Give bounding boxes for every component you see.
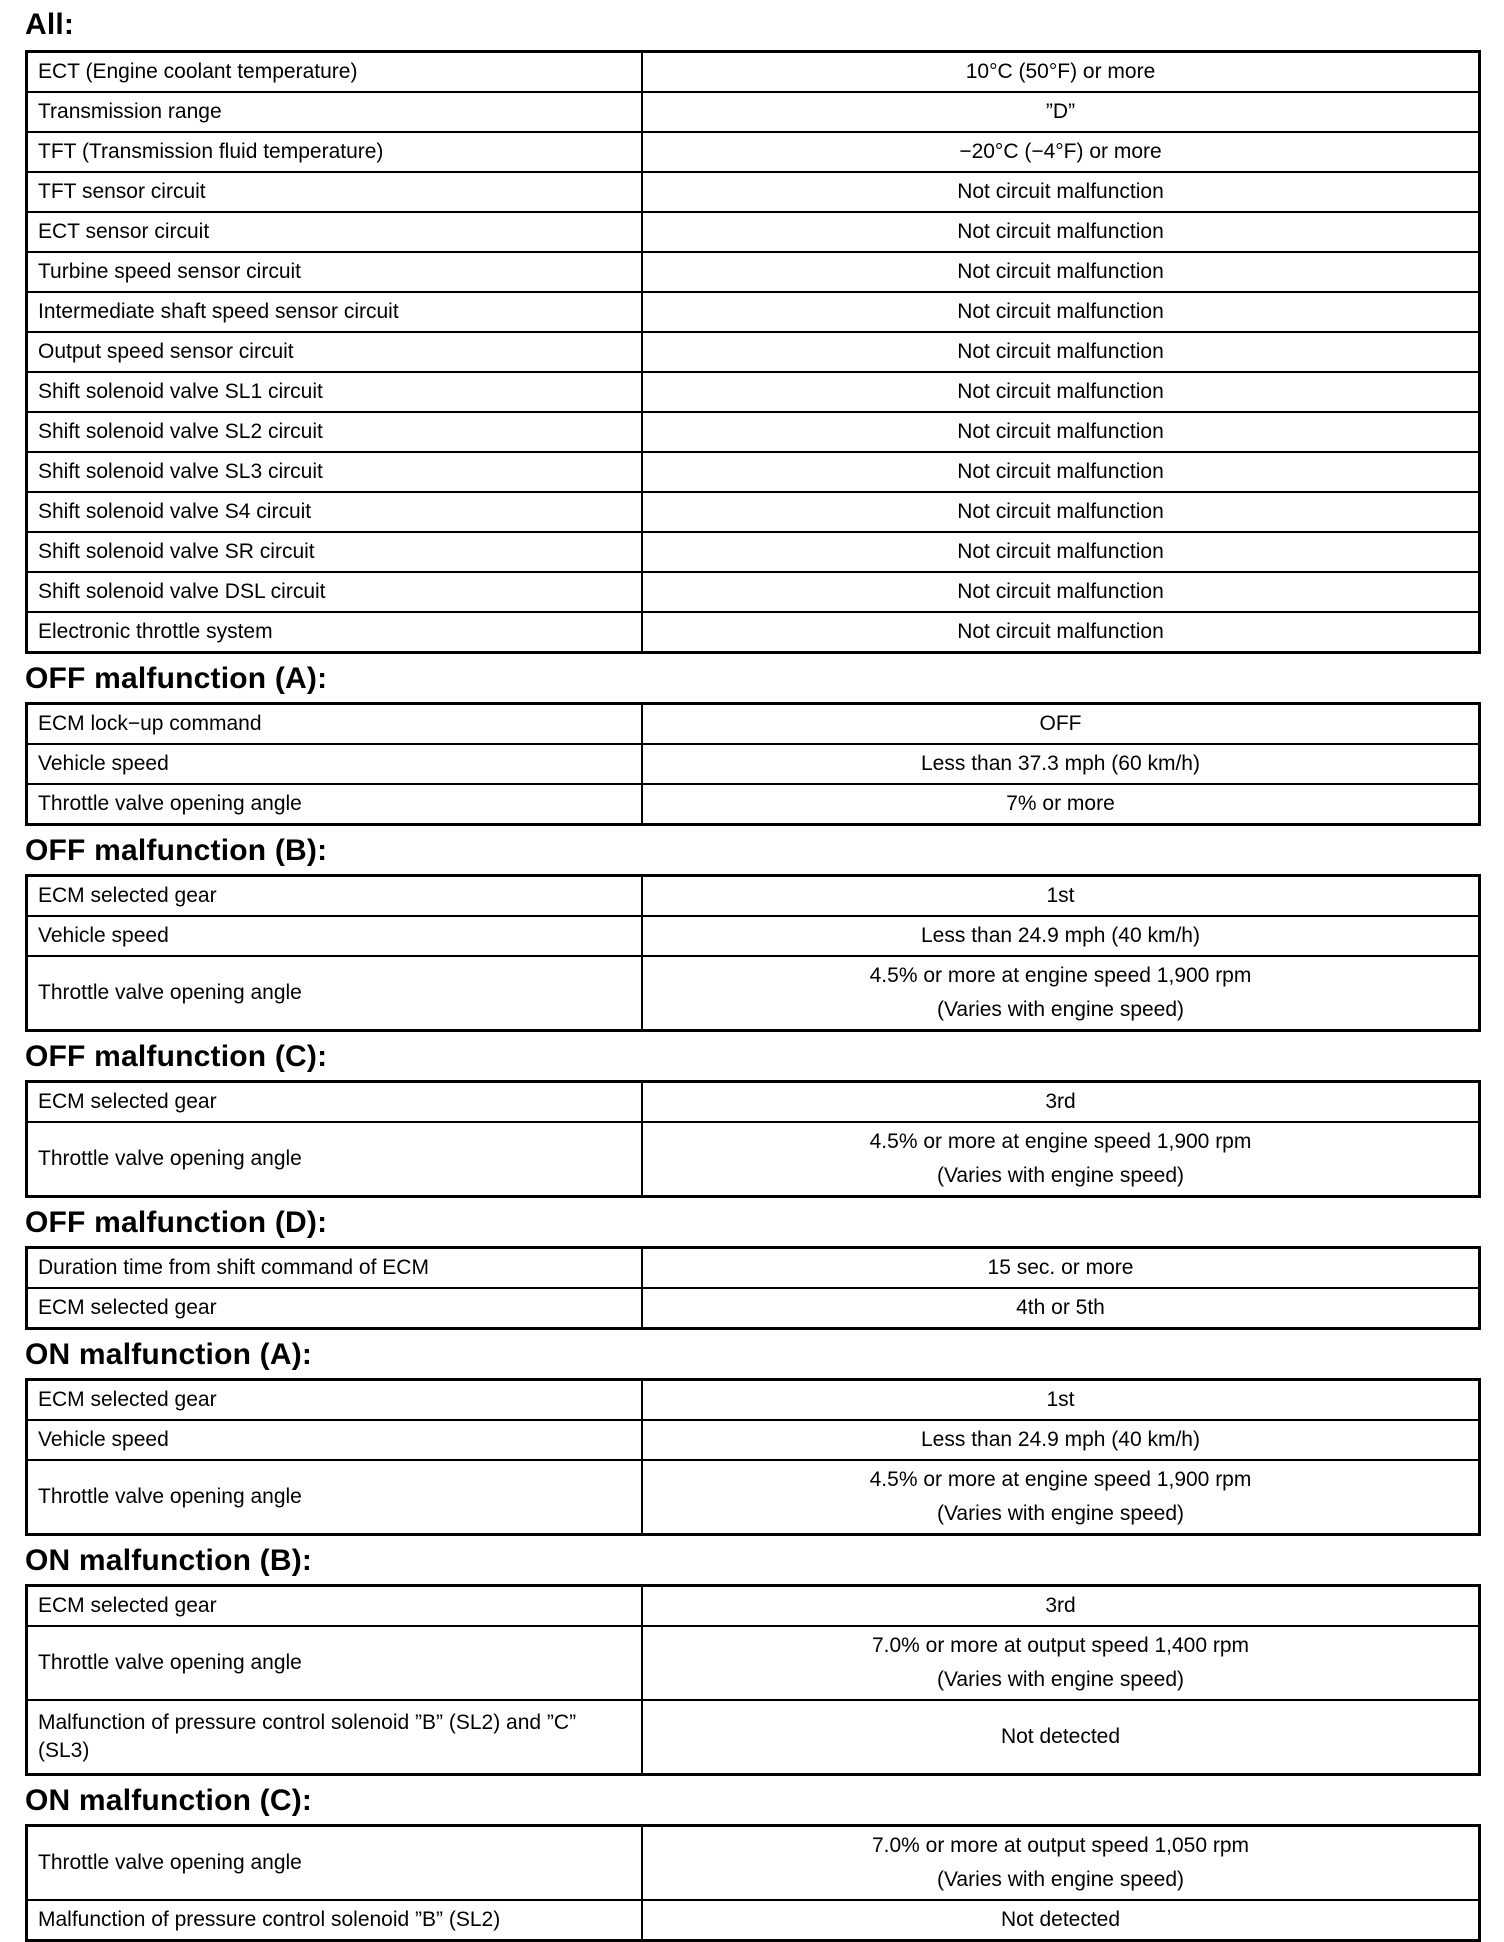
condition-label-text: Throttle valve opening angle [38,1147,302,1170]
condition-value-text: Not circuit malfunction [957,300,1164,323]
condition-value-text: 7.0% or more at output speed 1,400 rpm [871,1634,1250,1657]
condition-value-text: Not detected [1000,1908,1121,1931]
condition-value [642,132,1480,172]
condition-value [642,492,1480,532]
condition-label-text: Throttle valve opening angle [38,1851,302,1874]
condition-label [27,1460,643,1535]
condition-value [642,1380,1480,1421]
table-row [27,1288,1480,1329]
condition-value-text: 1st [1046,1388,1075,1411]
condition-value [642,1826,1480,1901]
condition-label [27,572,643,612]
condition-label [27,784,643,825]
condition-value [642,172,1480,212]
condition-label-text: Throttle valve opening angle [38,1651,302,1674]
condition-value [642,916,1480,956]
section-heading: OFF malfunction (D): [25,1206,328,1239]
condition-value [642,332,1480,372]
condition-value [642,876,1480,917]
condition-value-text: 4.5% or more at engine speed 1,900 rpm [869,964,1252,987]
condition-value-text: Not circuit malfunction [957,260,1164,283]
condition-label-text: Vehicle speed [38,924,169,947]
table-row [27,92,1480,132]
condition-label [27,1586,643,1627]
condition-label-text: Shift solenoid valve DSL circuit [38,580,326,603]
condition-value-text: Less than 37.3 mph (60 km/h) [921,752,1200,775]
condition-label [27,956,643,1031]
condition-label-text-line2: (SL3) [38,1739,90,1762]
table-row [27,332,1480,372]
table-row [27,452,1480,492]
table-row [27,744,1480,784]
condition-value-text: Not circuit malfunction [957,540,1164,563]
condition-value [642,612,1480,653]
condition-label [27,1900,643,1941]
table-row [27,956,1480,1031]
condition-value [642,1248,1480,1289]
condition-value-note: (Varies with engine speed) [936,1668,1185,1691]
condition-value [642,452,1480,492]
condition-label [27,292,643,332]
table-row [27,1380,1480,1421]
condition-value-text: Not circuit malfunction [957,420,1164,443]
condition-label-text: ECT sensor circuit [38,220,210,243]
condition-value-text: Not circuit malfunction [957,180,1164,203]
conditions-table [25,1080,1481,1198]
table-row [27,212,1480,252]
condition-value [642,1460,1480,1535]
condition-value-text: 4.5% or more at engine speed 1,900 rpm [869,1468,1252,1491]
condition-value [642,52,1480,93]
condition-label-text: Throttle valve opening angle [38,792,302,815]
condition-label-text: Vehicle speed [38,1428,169,1451]
condition-label [27,92,643,132]
condition-value-note: (Varies with engine speed) [936,1164,1185,1187]
condition-value [642,1288,1480,1329]
condition-label-text: Shift solenoid valve SL3 circuit [38,460,323,483]
condition-label [27,704,643,745]
section-heading: OFF malfunction (B): [25,834,328,867]
condition-label [27,876,643,917]
condition-label [27,1826,643,1901]
conditions-table [25,50,1481,654]
condition-label [27,532,643,572]
table-row [27,876,1480,917]
condition-label-text: Malfunction of pressure control solenoid ”B” (SL2) [38,1908,501,1931]
table-row [27,1082,1480,1123]
condition-label [27,1288,643,1329]
condition-value [642,1626,1480,1700]
table-row [27,412,1480,452]
condition-value-text: 4th or 5th [1016,1296,1105,1319]
condition-value-text: Less than 24.9 mph (40 km/h) [921,924,1200,947]
section-heading: OFF malfunction (A): [25,662,328,695]
table-row [27,1900,1480,1941]
condition-value-text: Not detected [1000,1725,1121,1748]
condition-label [27,1082,643,1123]
condition-value-text: 1st [1046,884,1075,907]
condition-label [27,612,643,653]
condition-label-text: ECM selected gear [38,1388,217,1411]
condition-label [27,492,643,532]
condition-value-text: Not circuit malfunction [957,620,1164,643]
table-row [27,292,1480,332]
condition-label-text: Intermediate shaft speed sensor circuit [38,300,399,323]
condition-value-text: Not circuit malfunction [957,220,1164,243]
table-row [27,1700,1480,1775]
condition-value-text: Not circuit malfunction [957,340,1164,363]
condition-label-text: Shift solenoid valve SL2 circuit [38,420,323,443]
condition-value-text: 15 sec. or more [987,1256,1134,1279]
table-row [27,532,1480,572]
conditions-table [25,1824,1481,1942]
condition-label [27,252,643,292]
condition-label-text: Turbine speed sensor circuit [38,260,302,283]
condition-label-text: Output speed sensor circuit [38,340,294,363]
section-heading: ON malfunction (B): [25,1544,313,1577]
condition-label [27,172,643,212]
condition-value [642,784,1480,825]
table-row [27,1248,1480,1289]
condition-value-note: (Varies with engine speed) [936,998,1185,1021]
condition-value [642,704,1480,745]
condition-label [27,132,643,172]
table-row [27,1420,1480,1460]
condition-value-text: Not circuit malfunction [957,460,1164,483]
condition-label-text: ECM selected gear [38,1594,217,1617]
table-row [27,1122,1480,1197]
condition-value [642,1586,1480,1627]
condition-label-text: Transmission range [38,100,222,123]
condition-value-text: ”D” [1045,100,1076,123]
condition-label [27,212,643,252]
table-row [27,372,1480,412]
condition-label [27,1700,643,1775]
condition-value [642,532,1480,572]
condition-label-text: ECM selected gear [38,884,217,907]
condition-value-text: 3rd [1045,1594,1076,1617]
condition-label-text: ECM lock−up command [38,712,262,735]
table-row [27,1626,1480,1700]
condition-label-text: Throttle valve opening angle [38,1485,302,1508]
condition-value-note: (Varies with engine speed) [936,1868,1185,1891]
condition-value [642,372,1480,412]
condition-label-text: TFT (Transmission fluid temperature) [38,140,384,163]
section-heading: OFF malfunction (C): [25,1040,328,1073]
condition-label-text: ECM selected gear [38,1296,217,1319]
condition-value [642,1082,1480,1123]
condition-value [642,92,1480,132]
condition-label-text: ECT (Engine coolant temperature) [38,60,358,83]
conditions-table [25,1246,1481,1330]
condition-value [642,412,1480,452]
condition-value [642,1122,1480,1197]
condition-value-text: 4.5% or more at engine speed 1,900 rpm [869,1130,1252,1153]
condition-label [27,1248,643,1289]
condition-value [642,1420,1480,1460]
section-heading: ON malfunction (C): [25,1784,313,1817]
table-row [27,784,1480,825]
table-row [27,1460,1480,1535]
condition-value [642,956,1480,1031]
condition-value [642,292,1480,332]
condition-value-note: (Varies with engine speed) [936,1502,1185,1525]
condition-label [27,916,643,956]
condition-label [27,744,643,784]
conditions-table [25,702,1481,826]
section-heading: All: [25,8,75,41]
table-row [27,572,1480,612]
condition-label [27,52,643,93]
condition-label-text: ECM selected gear [38,1090,217,1113]
condition-label-text: Vehicle speed [38,752,169,775]
section-heading: ON malfunction (A): [25,1338,313,1371]
condition-value-text: 7% or more [1006,792,1115,815]
condition-value-text: Not circuit malfunction [957,580,1164,603]
condition-label-text: Shift solenoid valve SL1 circuit [38,380,323,403]
conditions-table [25,874,1481,1032]
condition-value [642,1700,1480,1775]
condition-value [642,1900,1480,1941]
condition-value [642,212,1480,252]
condition-value-text: −20°C (−4°F) or more [959,140,1162,163]
condition-value [642,572,1480,612]
condition-label-text: Malfunction of pressure control solenoid ”B” (SL2) and ”C” [38,1711,577,1734]
condition-label [27,1380,643,1421]
table-row [27,492,1480,532]
condition-label-text: Shift solenoid valve SR circuit [38,540,315,563]
condition-label-text: Shift solenoid valve S4 circuit [38,500,312,523]
condition-value-text: Less than 24.9 mph (40 km/h) [921,1428,1200,1451]
condition-value-text: Not circuit malfunction [957,500,1164,523]
table-row [27,704,1480,745]
condition-value [642,744,1480,784]
condition-label-text: TFT sensor circuit [38,180,206,203]
condition-label [27,1420,643,1460]
table-row [27,612,1480,653]
condition-label-text: Throttle valve opening angle [38,981,302,1004]
table-row [27,172,1480,212]
table-row [27,916,1480,956]
condition-label [27,412,643,452]
condition-value-text: OFF [1039,712,1082,735]
conditions-table [25,1584,1481,1776]
condition-label [27,332,643,372]
conditions-table [25,1378,1481,1536]
condition-label-text: Electronic throttle system [38,620,273,643]
condition-label [27,372,643,412]
table-row [27,1826,1480,1901]
condition-label [27,452,643,492]
table-row [27,1586,1480,1627]
condition-label [27,1626,643,1700]
condition-value [642,252,1480,292]
condition-value-text: 3rd [1045,1090,1076,1113]
table-row [27,252,1480,292]
table-row [27,52,1480,93]
condition-label [27,1122,643,1197]
condition-label-text: Duration time from shift command of ECM [38,1256,429,1279]
condition-value-text: Not circuit malfunction [957,380,1164,403]
table-row [27,132,1480,172]
condition-value-text: 10°C (50°F) or more [965,60,1156,83]
condition-value-text: 7.0% or more at output speed 1,050 rpm [871,1834,1250,1857]
